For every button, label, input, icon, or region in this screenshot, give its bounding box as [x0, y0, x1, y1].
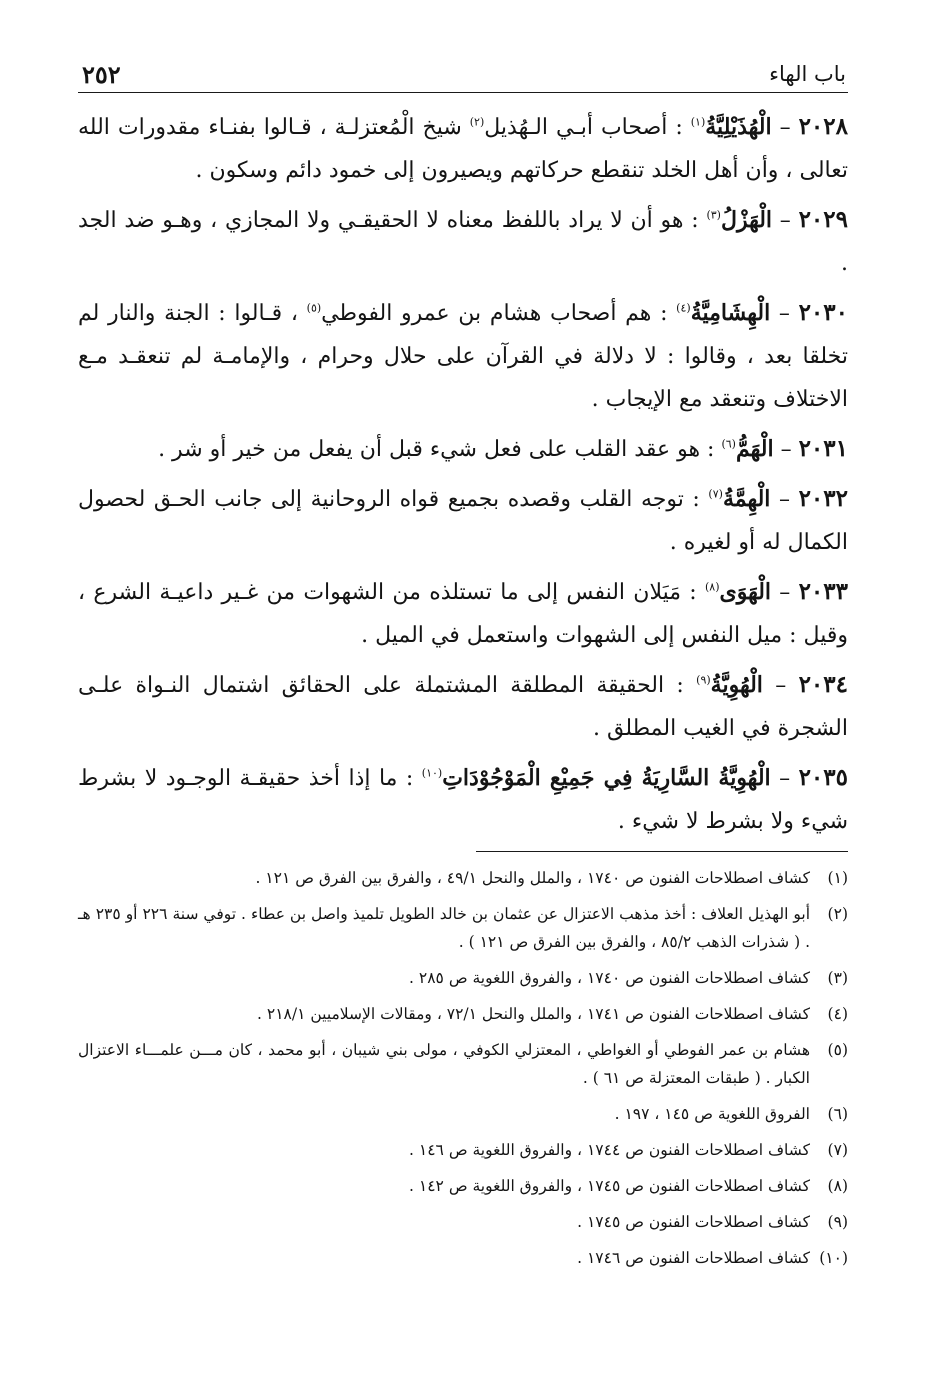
entry: ٢٠٣٣ – الْهَوَى$^{(٨)}$ : مَيَلان النفس إلى ما تستلذه من الشهوات من غـير داعيـة الشرع ، وقيل : ميل النفس إلى الشهوات واستعمل في الميل . — [78, 578, 848, 648]
entry: ٢٠٣٤ – الْهُوِيَّةُ$^{(٩)}$ : الحقيقة المطلقة المشتملة على الحقائق اشتمال النـواة علـى الشجرة في الغيب المطلق . — [78, 671, 848, 741]
entry-term: الْهَزْلُ — [720, 207, 773, 233]
footnote-text: الفروق اللغوية ص ١٤٥ ، ١٩٧ . — [614, 1105, 810, 1123]
footnote-ref: (٥) — [306, 301, 322, 315]
entry-number: ٢٠٣٤ — [798, 671, 848, 698]
footnote-ref: (٧) — [708, 487, 723, 501]
footnote — [78, 900, 848, 956]
entry-number: ٢٠٣٢ — [798, 485, 848, 512]
footnote-text: كشاف اصطلاحات الفنون ص ١٧٤٤ ، والفروق اللغوية ص ١٤٦ . — [409, 1141, 810, 1159]
entry-text: ، قـالوا : الجنة والنار لم تخلقا بعد ، وقالوا : لا دلالة في القرآن على حلال وحرام ، والإمامـة لم تنعقـد مـع الاختلاف وتنعقد مع الإيجاب . — [78, 301, 848, 412]
footnote — [78, 1244, 848, 1272]
footnote-text: أبو الهذيل العلاف : أخذ مذهب الاعتزال عن عثمان بن خالد الطويل تلميذ واصل بن عطاء . توفي سنة ٢٢٦ أو ٢٣٥ هـ . ( شذرات الذهب ٨٥/٢ ، والفرق بين الفرق ص ١٢١ ) . — [78, 905, 810, 951]
footnote-number: (٩) — [827, 1213, 848, 1231]
footnote — [78, 1208, 848, 1236]
footnote-separator — [476, 851, 848, 852]
entry-text: : مَيَلان النفس إلى ما تستلذه من الشهوات من غـير داعيـة الشرع ، وقيل : ميل النفس إلى الشهوات واستعمل في الميل . — [78, 580, 848, 648]
entry-text: : الحقيقة المطلقة المشتملة على الحقائق اشتمال النـواة علـى الشجرة في الغيب المطلق . — [78, 673, 848, 741]
entry-term: الْهُذَيْلِيَّةُ — [705, 114, 772, 140]
entry-text: : هو عقد القلب على فعل شيء قبل أن يفعل من خير أو شر . — [158, 437, 722, 462]
footnote-ref: (٨) — [704, 580, 720, 594]
entry-text: : توجه القلب وقصده بجميع قواه الروحانية إلى جانب الحـق لحصول الكمال له أو لغيره . — [78, 487, 848, 555]
page-number: ٢٥٢ — [82, 60, 121, 89]
page-header — [78, 56, 848, 93]
footnote — [78, 1136, 848, 1164]
entry-term: الْهُوِيَّةُ السَّارِيَةُ فِي جَمِيْعِ الْمَوْجُوْدَاتِ — [442, 765, 771, 791]
page — [78, 56, 848, 1280]
entry-number: ٢٠٢٩ — [798, 206, 848, 233]
footnote — [78, 1100, 848, 1128]
footnote-number: (٤) — [827, 1005, 848, 1023]
footnote-number: (٥) — [827, 1041, 848, 1059]
footnote-number: (٦) — [827, 1105, 848, 1123]
footnote-text: كشاف اصطلاحات الفنون ص ١٧٤٥ . — [577, 1213, 810, 1231]
footnote-number: (١) — [827, 869, 848, 887]
entry-text: : هو أن لا يراد باللفظ معناه لا الحقيقـي ولا المجازي ، وهـو ضد الجد . — [78, 208, 848, 276]
entry: ٢٠٣٥ – الْهُوِيَّةُ السَّارِيَةُ فِي جَمِيْعِ الْمَوْجُوْدَاتِ$^{(١٠)}$ : ما إذا أخذ حقيقـة الوجـود لا بشرط شيء ولا بشرط لا شيء . — [78, 764, 848, 834]
entry: ٢٠٢٩ – الْهَزْلُ$^{(٣)}$ : هو أن لا يراد باللفظ معناه لا الحقيقـي ولا المجازي ، وهـو ضد الجد . — [78, 206, 848, 276]
footnote-number: (٧) — [827, 1141, 848, 1159]
entry-number: ٢٠٣٠ — [798, 299, 848, 326]
entry-text: : أصحاب أبـي الـهُذيل — [484, 115, 691, 140]
footnote — [78, 1036, 848, 1092]
entry-term: الْهِشَامِيَّةُ — [690, 300, 771, 326]
footnote-text: كشاف اصطلاحات الفنون ص ١٧٤٥ ، والفروق اللغوية ص ١٤٢ . — [409, 1177, 810, 1195]
footnote — [78, 1000, 848, 1028]
entry-text: : هم أصحاب هشام بن عمرو الفوطي — [321, 301, 677, 326]
entry-number: ٢٠٢٨ — [798, 113, 848, 140]
footnote-ref: (١٠) — [421, 766, 443, 780]
footnote-text: كشاف اصطلاحات الفنون ص ١٧٤٦ . — [577, 1249, 810, 1267]
entry: ٢٠٣٠ – الْهِشَامِيَّةُ$^{(٤)}$ : هم أصحاب هشام بن عمرو الفوطي$^{(٥)}$ ، قـالوا : الجنة والنار لم تخلقا بعد ، وقالوا : لا دلالة في القرآن على حلال وحرام ، والإمامـة لم تنعقـد مـع الاختلاف وتنعقد مع الإيجاب . — [78, 299, 848, 412]
footnote-ref: (٢) — [469, 115, 485, 129]
footnote-number: (٨) — [827, 1177, 848, 1195]
footnote-number: (٣) — [827, 969, 848, 987]
footnote — [78, 964, 848, 992]
entry-number: ٢٠٣٣ — [798, 578, 848, 605]
footnote-ref: (٦) — [721, 437, 736, 451]
entry-term: الْهَوَى — [719, 579, 772, 605]
footnote-ref: (٩) — [696, 673, 711, 687]
entries-list — [78, 105, 848, 843]
footnote-number: (٢) — [827, 905, 848, 923]
footnote-text: كشاف اصطلاحات الفنون ص ١٧٤٠ ، والملل والنحل ٤٩/١ ، والفرق بين الفرق ص ١٢١ . — [255, 869, 810, 887]
footnote-ref: (٤) — [676, 301, 691, 315]
chapter-title: باب الهاء — [769, 62, 846, 86]
entry: ٢٠٣٢ – الْهِمَّةُ$^{(٧)}$ : توجه القلب وقصده بجميع قواه الروحانية إلى جانب الحـق لحصول الكمال له أو لغيره . — [78, 485, 848, 555]
entry-number: ٢٠٣٥ — [798, 764, 848, 791]
footnote-ref: (٣) — [706, 208, 721, 222]
entry-number: ٢٠٣١ — [798, 435, 848, 462]
entry-term: الْهُوِيَّةُ — [710, 672, 763, 698]
footnotes-list — [78, 864, 848, 1272]
entry-term: الْهَمُّ — [735, 436, 774, 462]
footnote-text: هشام بن عمر الفوطي أو الغواطي ، المعتزلي الكوفي ، مولى بني شيبان ، أبو محمد ، كان مـــن علمـــاء الاعتزال الكبار . ( طبقات المعتزلة ص ٦١ ) . — [78, 1041, 810, 1087]
entry: ٢٠٣١ – الْهَمُّ$^{(٦)}$ : هو عقد القلب على فعل شيء قبل أن يفعل من خير أو شر . — [158, 435, 848, 462]
entry: ٢٠٢٨ – الْهُذَيْلِيَّةُ$^{(١)}$ : أصحاب أبـي الـهُذيل$^{(٢)}$ شيخ الْمُعتزلـة ، قـالوا بفنـاء مقدورات الله تعالى ، وأن أهل الخلد تنقطع حركاتهم ويصيرون إلى خمود دائم وسكون . — [78, 113, 848, 183]
entry-term: الْهِمَّةُ — [722, 486, 771, 512]
footnote-ref: (١) — [690, 115, 706, 129]
footnote-number: (١٠) — [819, 1249, 848, 1267]
footnote-text: كشاف اصطلاحات الفنون ص ١٧٤٠ ، والفروق اللغوية ص ٢٨٥ . — [409, 969, 810, 987]
footnote-text: كشاف اصطلاحات الفنون ص ١٧٤١ ، والملل والنحل ٧٢/١ ، ومقالات الإسلاميين ٢١٨/١ . — [257, 1005, 810, 1023]
footnote — [78, 864, 848, 892]
footnote — [78, 1172, 848, 1200]
entry-text: : ما إذا أخذ حقيقـة الوجـود لا بشرط شيء ولا بشرط لا شيء . — [78, 766, 848, 834]
entry-text: شيخ الْمُعتزلـة ، قـالوا بفنـاء مقدورات الله تعالى ، وأن أهل الخلد تنقطع حركاتهم ويصيرون إلى خمود دائم وسكون . — [78, 115, 848, 183]
